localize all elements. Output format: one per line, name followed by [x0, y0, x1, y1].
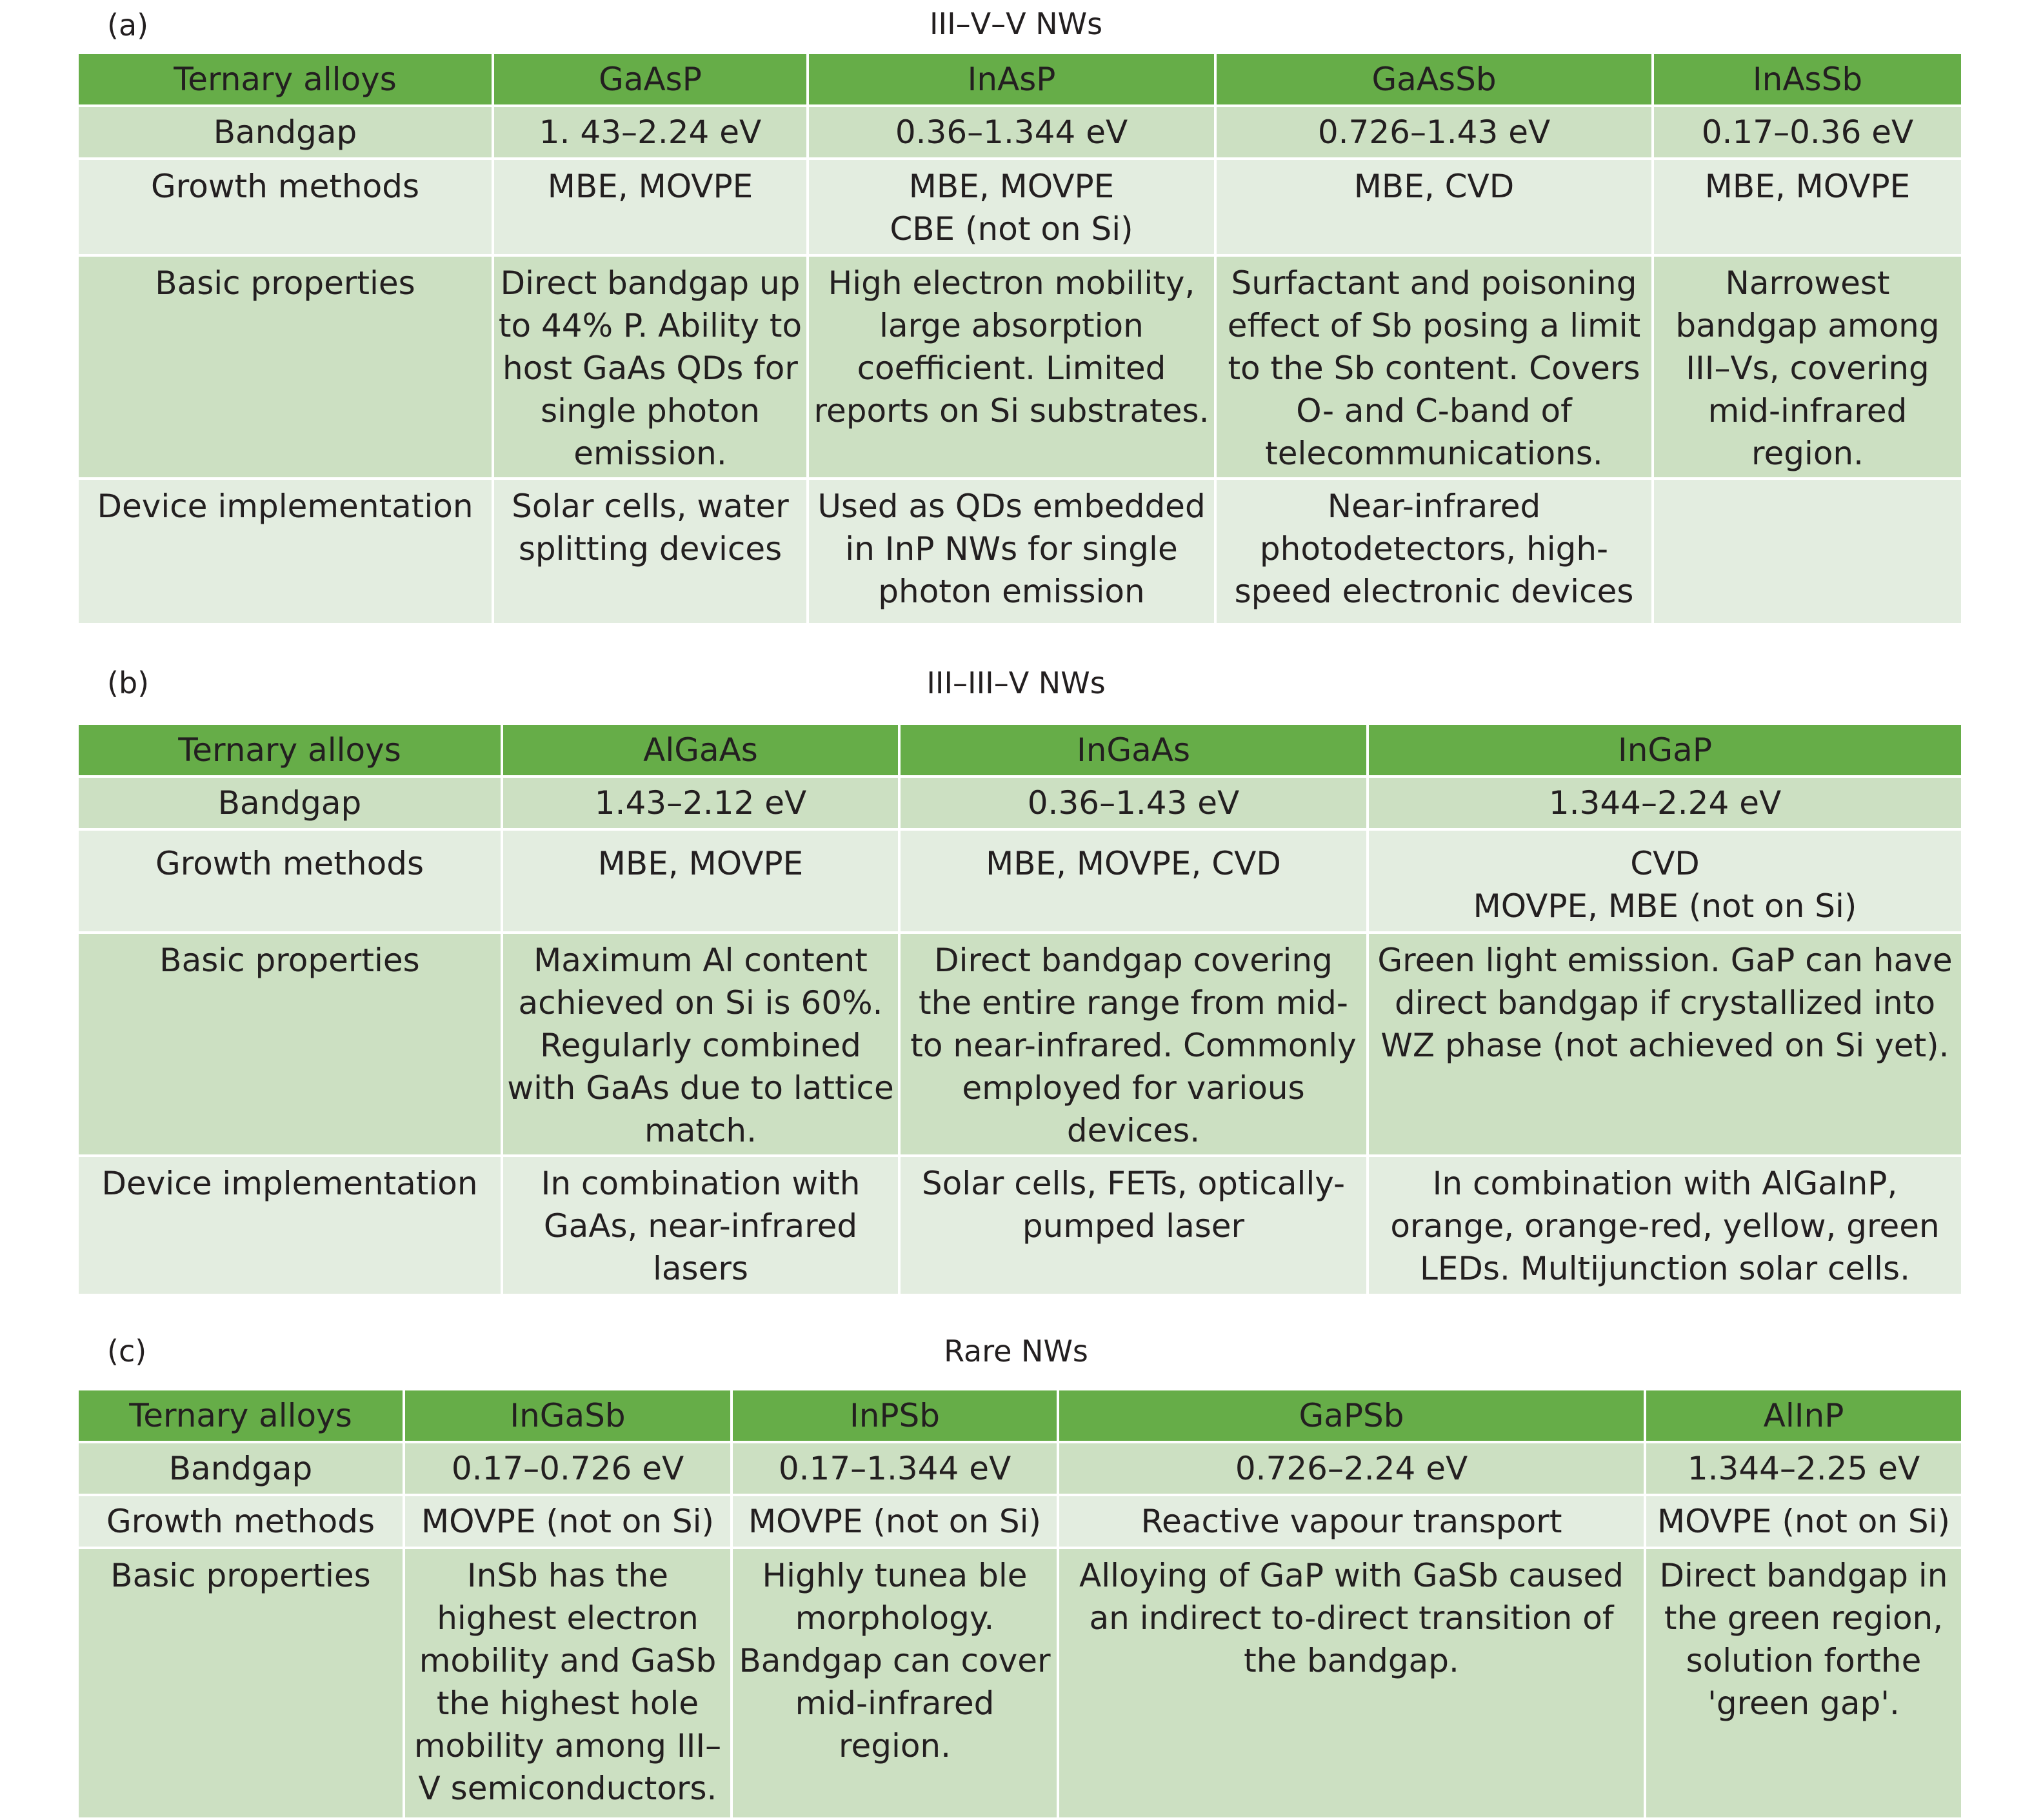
table-c-header-cell: InPSb	[732, 1389, 1058, 1442]
panel-b-title: III–III–V NWs	[926, 666, 1106, 700]
table-row	[77, 776, 1962, 829]
row-label: Growth methods	[77, 159, 493, 255]
table-row	[77, 1548, 1962, 1819]
row-label: Basic properties	[77, 255, 493, 479]
row-label: Bandgap	[77, 776, 502, 829]
table-cell: Narrowest bandgap among III–Vs, covering mid-infrared region.	[1653, 255, 1962, 479]
table-cell: Solar cells, water splitting devices	[493, 479, 808, 624]
table-cell: Reactive vapour transport	[1058, 1495, 1645, 1548]
table-b-header-cell: AlGaAs	[502, 724, 899, 776]
table-cell: 0.36–1.43 eV	[899, 776, 1368, 829]
table-cell: 0.726–2.24 eV	[1058, 1442, 1645, 1495]
table-cell: Direct bandgap covering the entire range from mid- to near-infrared. Commonly employed for various devices.	[899, 933, 1368, 1156]
table-a-header-cell: GaAsSb	[1215, 53, 1653, 106]
panel-a-label: (a)	[107, 8, 149, 43]
table-cell: Direct bandgap in the green region, solution forthe 'green gap'.	[1645, 1548, 1962, 1819]
row-label: Basic properties	[77, 933, 502, 1156]
panel-c-title: Rare NWs	[944, 1334, 1088, 1369]
table-cell: MOVPE (not on Si)	[1645, 1495, 1962, 1548]
row-label: Device implementation	[77, 479, 493, 624]
table-cell	[1653, 479, 1962, 624]
table-row	[77, 829, 1962, 933]
table-cell: Alloying of GaP with GaSb caused an indirect to-direct transition of the bandgap.	[1058, 1548, 1645, 1819]
table-cell: 0.17–0.726 eV	[404, 1442, 732, 1495]
table-b-header-cell: InGaAs	[899, 724, 1368, 776]
table-c-header-cell: InGaSb	[404, 1389, 732, 1442]
table-cell: CVD MOVPE, MBE (not on Si)	[1368, 829, 1962, 933]
table-cell: MBE, MOVPE CBE (not on Si)	[808, 159, 1215, 255]
table-a-header-cell: Ternary alloys	[77, 53, 493, 106]
table-cell: MBE, MOVPE, CVD	[899, 829, 1368, 933]
table-a-header-row	[77, 53, 1962, 106]
table-c-header-cell: AlInP	[1645, 1389, 1962, 1442]
table-cell: Used as QDs embedded in InP NWs for single photon emission	[808, 479, 1215, 624]
table-b-header-cell: Ternary alloys	[77, 724, 502, 776]
table-b-header-cell: InGaP	[1368, 724, 1962, 776]
table-row	[77, 1156, 1962, 1295]
table-cell: MOVPE (not on Si)	[732, 1495, 1058, 1548]
table-row	[77, 479, 1962, 624]
table-cell: 1.344–2.25 eV	[1645, 1442, 1962, 1495]
table-cell: In combination with AlGaInP, orange, orange-red, yellow, green LEDs. Multijunction solar cells.	[1368, 1156, 1962, 1295]
row-label: Device implementation	[77, 1156, 502, 1295]
table-row	[77, 1495, 1962, 1548]
table-cell: Highly tunea ble morphology. Bandgap can cover mid-infrared region.	[732, 1548, 1058, 1819]
table-cell: MBE, CVD	[1215, 159, 1653, 255]
row-label: Bandgap	[77, 1442, 404, 1495]
table-b	[76, 722, 1964, 1296]
panel-a-title: III–V–V NWs	[929, 6, 1103, 41]
table-cell: 0.726–1.43 eV	[1215, 106, 1653, 159]
table-cell: 0.36–1.344 eV	[808, 106, 1215, 159]
panel-b-label: (b)	[107, 666, 150, 700]
table-cell: InSb has the highest electron mobility and GaSb the highest hole mobility among III–V semiconductors.	[404, 1548, 732, 1819]
table-a-header-cell: InAsP	[808, 53, 1215, 106]
table-cell: Green light emission. GaP can have direct bandgap if crystallized into WZ phase (not achieved on Si yet).	[1368, 933, 1962, 1156]
table-row	[77, 106, 1962, 159]
table-row	[77, 159, 1962, 255]
table-cell: 0.17–1.344 eV	[732, 1442, 1058, 1495]
table-a-header-cell: InAsSb	[1653, 53, 1962, 106]
table-c-header-cell: GaPSb	[1058, 1389, 1645, 1442]
row-label: Growth methods	[77, 829, 502, 933]
row-label: Bandgap	[77, 106, 493, 159]
table-c-header-cell: Ternary alloys	[77, 1389, 404, 1442]
table-b-header-row	[77, 724, 1962, 776]
table-cell: Maximum Al content achieved on Si is 60%. Regularly combined with GaAs due to lattice match.	[502, 933, 899, 1156]
table-cell: High electron mobility, large absorption coefficient. Limited reports on Si substrates.	[808, 255, 1215, 479]
row-label: Growth methods	[77, 1495, 404, 1548]
table-a	[76, 52, 1964, 626]
table-cell: 1. 43–2.24 eV	[493, 106, 808, 159]
panel-c-label: (c)	[107, 1334, 147, 1369]
table-row	[77, 933, 1962, 1156]
table-cell: 0.17–0.36 eV	[1653, 106, 1962, 159]
table-cell: 1.344–2.24 eV	[1368, 776, 1962, 829]
row-label: Basic properties	[77, 1548, 404, 1819]
table-cell: In combination with GaAs, near-infrared lasers	[502, 1156, 899, 1295]
table-cell: Surfactant and poisoning effect of Sb posing a limit to the Sb content. Covers O- and C-band of telecommunications.	[1215, 255, 1653, 479]
table-cell: Solar cells, FETs, optically-pumped laser	[899, 1156, 1368, 1295]
table-row	[77, 1442, 1962, 1495]
table-row	[77, 255, 1962, 479]
table-cell: MBE, MOVPE	[1653, 159, 1962, 255]
table-a-header-cell: GaAsP	[493, 53, 808, 106]
table-cell: MBE, MOVPE	[502, 829, 899, 933]
table-cell: Near-infrared photodetectors, high-speed electronic devices	[1215, 479, 1653, 624]
table-cell: Direct bandgap up to 44% P. Ability to host GaAs QDs for single photon emission.	[493, 255, 808, 479]
table-c-header-row	[77, 1389, 1962, 1442]
table-cell: MOVPE (not on Si)	[404, 1495, 732, 1548]
table-cell: MBE, MOVPE	[493, 159, 808, 255]
table-cell: 1.43–2.12 eV	[502, 776, 899, 829]
table-c	[76, 1388, 1964, 1820]
